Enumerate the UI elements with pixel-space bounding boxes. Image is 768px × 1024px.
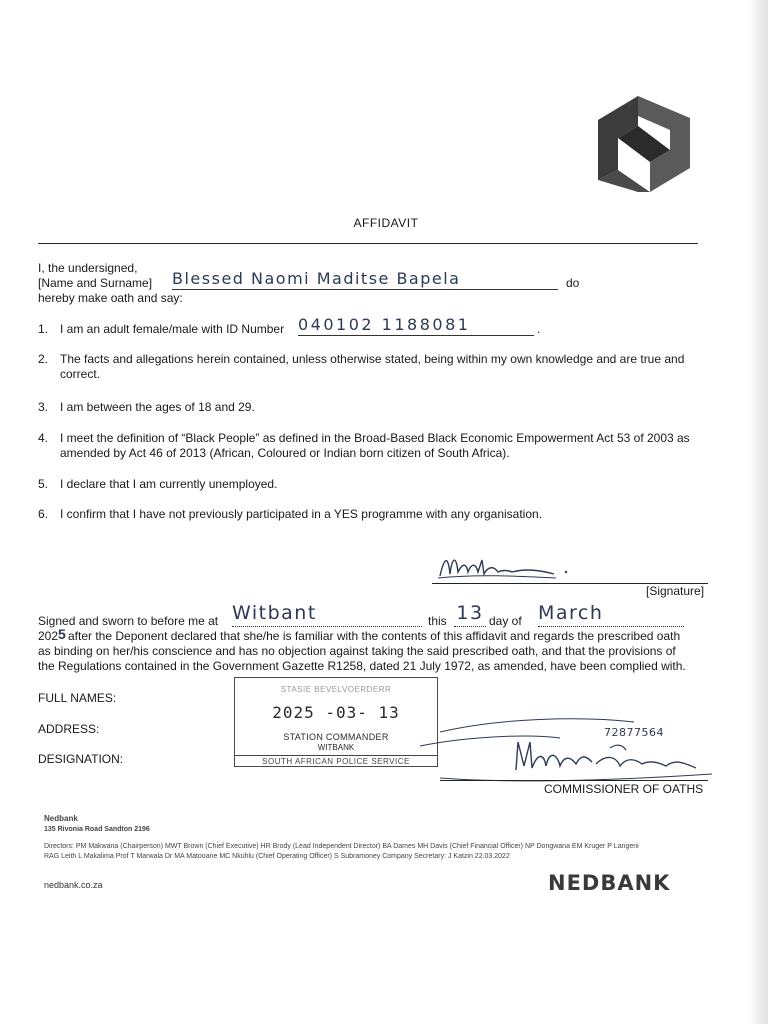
item-text: I am an adult female/male with ID Number (60, 322, 285, 336)
stamp-top-text: STASIE BEVELVOERDERR (280, 685, 392, 694)
footer-address: 135 Rivonia Road Sandton 2196 (44, 826, 150, 833)
footer-company: Nedbank (44, 814, 78, 823)
year-suffix-field[interactable]: 5 (58, 626, 66, 642)
commissioner-number: 72877564 (604, 726, 664, 739)
sworn-line-2: after the Deponent declared that she/he is familiar with the contents of this affidavit and regards the prescribed oath (68, 629, 681, 643)
nedbank-wordmark: NEDBANK (548, 871, 671, 895)
sworn-place-field[interactable]: Witbant (232, 601, 422, 627)
stamp-role: STATION COMMANDER (283, 732, 389, 742)
sworn-month-field[interactable]: March (538, 601, 684, 627)
oath-intro: hereby make oath and say: (38, 291, 183, 305)
footer-directors-2: RAG Leith L Makalima Prof T Marwala Dr MA Matooane MC Nkuhlu (Chief Operating Officer) S Subramoney Company Secretary: J Katzin 22.03.2022 (44, 853, 510, 860)
item-text: I am between the ages of 18 and 29. (60, 400, 255, 414)
sworn-day-field[interactable]: 13 (454, 601, 486, 627)
stamp-service: SOUTH AFRICAN POLICE SERVICE (235, 755, 437, 766)
item-number: 1. (38, 322, 49, 336)
signature-label: [Signature] (646, 584, 705, 598)
intro-line: I, the undersigned, (38, 261, 138, 275)
year-prefix: 202 (38, 629, 59, 643)
item-text: I confirm that I have not previously participated in a YES programme with any organisation. (60, 507, 543, 521)
item-end-period: . (537, 322, 541, 336)
item-text: I meet the definition of “Black People” as defined in the Broad-Based Black Economic Empowerment Act 53 of 2003 as amended by Act 46 of 2013 (African, Coloured or Indian born citizen of South Africa). (60, 431, 690, 460)
page-edge-shadow (748, 0, 768, 1024)
item-text: I declare that I am currently unemployed. (60, 477, 278, 491)
footer-directors-1: Directors: PM Makwana (Chairperson) MWT Brown (Chief Executive) HR Brody (Lead Independent Director) BA Dames MH Davis (Chief Financial Officer) NP Dongwana EM Kruger P Langeni (44, 843, 639, 850)
sworn-prefix: Signed and sworn to before me at (38, 614, 219, 628)
sworn-line-3: as binding on her/his conscience and has no objection against taking the said prescribed oath, and that the provisions of (38, 644, 676, 658)
stamp-location: WITBANK (317, 743, 355, 752)
document-title: AFFIDAVIT (353, 216, 419, 230)
title-rule (38, 243, 698, 244)
full-names-label: FULL NAMES: (38, 691, 117, 705)
stamp-date: 2025 -03- 13 (272, 703, 400, 722)
commissioner-line (440, 780, 708, 781)
designation-label: DESIGNATION: (38, 752, 124, 766)
do-label: do (566, 276, 580, 290)
footer-website[interactable]: nedbank.co.za (44, 880, 103, 890)
police-stamp (234, 677, 438, 767)
name-value-field[interactable]: Blessed Naomi Maditse Bapela (172, 270, 558, 290)
nedbank-n-logo-icon (598, 96, 690, 192)
item-number: 2. (38, 352, 49, 366)
this-label: this (428, 614, 447, 628)
name-label: [Name and Surname] (38, 276, 153, 290)
address-label: ADDRESS: (38, 722, 100, 736)
commissioner-label: COMMISSIONER OF OATHS (544, 782, 704, 796)
item-number: 4. (38, 431, 49, 445)
sworn-line-4: the Regulations contained in the Government Gazette R1258, dated 21 July 1972, as amended, have been complied with. (38, 659, 686, 673)
item-text: The facts and allegations herein contained, unless otherwise stated, being within my own knowledge and are true and correct. (60, 352, 685, 381)
commissioner-signature (420, 708, 720, 790)
id-number-field[interactable]: 040102 1188081 (298, 316, 534, 336)
deponent-signature (436, 548, 576, 584)
item-number: 3. (38, 400, 49, 414)
item-number: 5. (38, 477, 49, 491)
day-of-label: day of (489, 614, 522, 628)
item-number: 6. (38, 507, 49, 521)
